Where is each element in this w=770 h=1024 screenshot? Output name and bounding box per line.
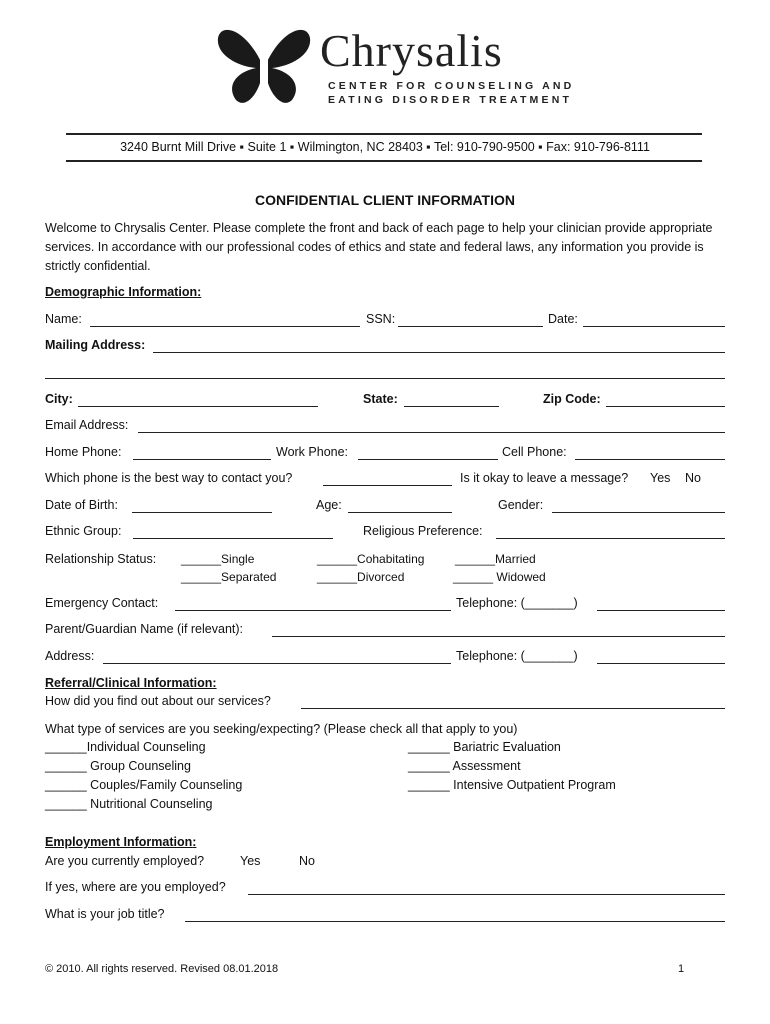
home-phone-field[interactable] [133, 459, 271, 460]
dob-label: Date of Birth: [45, 498, 118, 512]
gender-label: Gender: [498, 498, 544, 512]
rel-option-divorced[interactable]: ______Divorced [317, 570, 405, 584]
service-option-iop[interactable]: ______ Intensive Outpatient Program [408, 778, 616, 792]
emergency-telephone-label: Telephone: (_______) [456, 596, 578, 610]
cell-phone-field[interactable] [575, 459, 725, 460]
address-field[interactable] [103, 663, 451, 664]
leave-message-no[interactable]: No [685, 471, 701, 485]
service-option-nutritional[interactable]: ______ Nutritional Counseling [45, 797, 213, 811]
butterfly-icon [216, 24, 312, 108]
service-option-assessment[interactable]: ______ Assessment [408, 759, 521, 773]
logo-subtitle-2: EATING DISORDER TREATMENT [328, 94, 573, 106]
rel-option-widowed[interactable]: ______ Widowed [453, 570, 546, 584]
city-field[interactable] [78, 406, 318, 407]
work-phone-label: Work Phone: [276, 445, 349, 459]
intro-paragraph: Welcome to Chrysalis Center. Please complete the front and back of each page to help your clinician provide appropriate services. In accordance with our professional codes of ethics and state and federal laws, any information you provide is strictly confidential. [45, 221, 713, 273]
how-find-label: How did you find out about our services? [45, 694, 271, 708]
home-phone-label: Home Phone: [45, 445, 122, 459]
ssn-field[interactable] [398, 326, 543, 327]
work-phone-field[interactable] [358, 459, 498, 460]
header-rule-bottom [66, 160, 702, 162]
religious-preference-field[interactable] [496, 538, 725, 539]
best-phone-field[interactable] [323, 485, 452, 486]
ethnic-group-label: Ethnic Group: [45, 524, 122, 538]
employer-label: If yes, where are you employed? [45, 880, 226, 894]
footer-copyright: © 2010. All rights reserved. Revised 08.01.2018 [45, 963, 279, 975]
job-title-label: What is your job title? [45, 907, 165, 921]
address-telephone-field[interactable] [597, 663, 725, 664]
employed-no[interactable]: No [299, 854, 315, 868]
age-label: Age: [316, 498, 342, 512]
mailing-address-field-2[interactable] [45, 378, 725, 379]
zip-field[interactable] [606, 406, 725, 407]
date-field[interactable] [583, 326, 725, 327]
address-telephone-label: Telephone: (_______) [456, 649, 578, 663]
service-option-group[interactable]: ______ Group Counseling [45, 759, 191, 773]
zip-label: Zip Code: [543, 392, 601, 406]
ssn-label: SSN: [366, 312, 396, 326]
employment-heading: Employment Information: [45, 835, 197, 849]
dob-field[interactable] [132, 512, 272, 513]
logo-name: Chrysalis [320, 25, 503, 76]
cell-phone-label: Cell Phone: [502, 445, 567, 459]
ethnic-group-field[interactable] [133, 538, 333, 539]
page-title: CONFIDENTIAL CLIENT INFORMATION [254, 192, 516, 208]
employed-question: Are you currently employed? [45, 854, 205, 868]
religious-preference-label: Religious Preference: [363, 524, 483, 538]
best-phone-label: Which phone is the best way to contact you? [45, 471, 293, 485]
employer-field[interactable] [248, 894, 725, 895]
email-field[interactable] [138, 432, 725, 433]
rel-option-single[interactable]: ______Single [181, 552, 255, 566]
name-field[interactable] [90, 326, 360, 327]
name-label: Name: [45, 312, 82, 326]
guardian-field[interactable] [272, 636, 725, 637]
rel-option-separated[interactable]: ______Separated [181, 570, 277, 584]
emergency-telephone-field[interactable] [597, 610, 725, 611]
mailing-address-label: Mailing Address: [45, 338, 146, 352]
rel-option-married[interactable]: ______Married [455, 552, 536, 566]
service-option-couples[interactable]: ______ Couples/Family Counseling [45, 778, 243, 792]
employed-yes[interactable]: Yes [240, 854, 261, 868]
gender-field[interactable] [552, 512, 725, 513]
state-field[interactable] [404, 406, 499, 407]
date-label: Date: [548, 312, 578, 326]
address-label: Address: [45, 649, 95, 663]
rel-option-cohabitating[interactable]: ______Cohabitating [317, 552, 425, 566]
state-label: State: [363, 392, 398, 406]
logo [216, 24, 575, 110]
page-number: 1 [678, 963, 685, 975]
how-find-field[interactable] [301, 708, 725, 709]
emergency-contact-label: Emergency Contact: [45, 596, 159, 610]
leave-message-label: Is it okay to leave a message? [460, 471, 629, 485]
mailing-address-field[interactable] [153, 352, 725, 353]
service-option-individual[interactable]: ______Individual Counseling [45, 740, 206, 754]
city-label: City: [45, 392, 73, 406]
services-question: What type of services are you seeking/expecting? (Please check all that apply to you) [45, 722, 518, 736]
demographic-heading: Demographic Information: [45, 285, 202, 299]
job-title-field[interactable] [185, 921, 725, 922]
header-rule-top [66, 133, 702, 135]
guardian-label: Parent/Guardian Name (if relevant): [45, 622, 244, 636]
referral-heading: Referral/Clinical Information: [45, 676, 217, 690]
logo-subtitle-1: CENTER FOR COUNSELING AND [328, 80, 575, 92]
age-field[interactable] [348, 512, 452, 513]
emergency-contact-field[interactable] [175, 610, 451, 611]
contact-address-line: 3240 Burnt Mill Drive ▪ Suite 1 ▪ Wilmington, NC 28403 ▪ Tel: 910-790-9500 ▪ Fax: 910-796-8111 [120, 140, 650, 154]
email-label: Email Address: [45, 418, 129, 432]
relationship-status-label: Relationship Status: [45, 552, 157, 566]
leave-message-yes[interactable]: Yes [650, 471, 671, 485]
service-option-bariatric[interactable]: ______ Bariatric Evaluation [408, 740, 561, 754]
